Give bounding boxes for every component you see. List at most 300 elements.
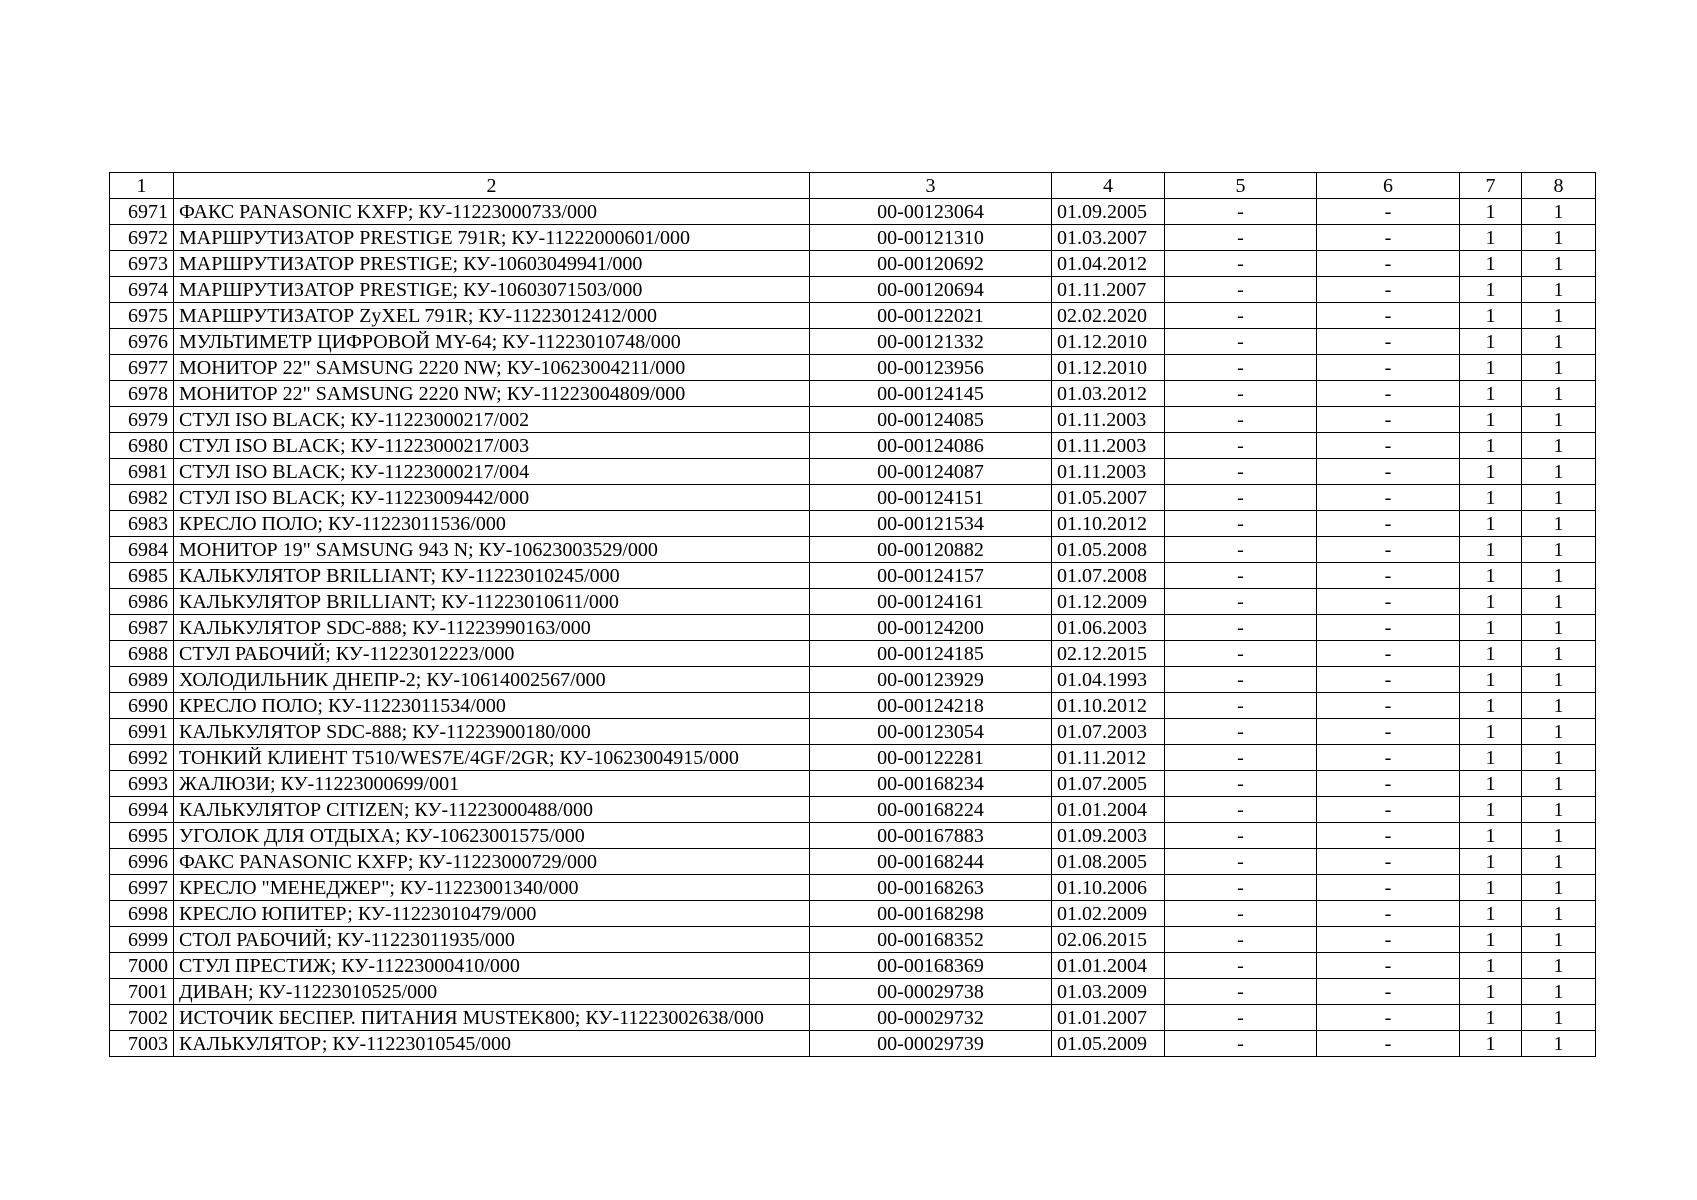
date-cell: 01.07.2005 — [1052, 771, 1165, 797]
inventory-code-cell: 00-00124086 — [810, 433, 1052, 459]
column-7-cell: 1 — [1460, 277, 1522, 303]
column-5-cell: - — [1165, 381, 1317, 407]
inventory-code-cell: 00-00167883 — [810, 823, 1052, 849]
table-row — [110, 433, 1596, 459]
column-5-cell: - — [1165, 355, 1317, 381]
header-row — [110, 173, 1596, 199]
column-header-2: 2 — [174, 173, 810, 199]
column-5-cell: - — [1165, 979, 1317, 1005]
column-5-cell: - — [1165, 823, 1317, 849]
date-cell: 01.11.2007 — [1052, 277, 1165, 303]
inventory-code-cell: 00-00122281 — [810, 745, 1052, 771]
date-cell: 01.09.2005 — [1052, 199, 1165, 225]
row-number-cell: 6988 — [110, 641, 174, 667]
column-6-cell: - — [1317, 303, 1460, 329]
table-row — [110, 641, 1596, 667]
column-header-1: 1 — [110, 173, 174, 199]
column-5-cell: - — [1165, 901, 1317, 927]
table-row — [110, 511, 1596, 537]
item-name-cell: КРЕСЛО "МЕНЕДЖЕР"; КУ-11223001340/000 — [174, 875, 810, 901]
row-number-cell: 7001 — [110, 979, 174, 1005]
column-8-cell: 1 — [1522, 277, 1596, 303]
item-name-cell: СТУЛ ISO BLACK; КУ-11223000217/004 — [174, 459, 810, 485]
column-5-cell: - — [1165, 225, 1317, 251]
inventory-code-cell: 00-00168298 — [810, 901, 1052, 927]
column-6-cell: - — [1317, 563, 1460, 589]
table-row — [110, 979, 1596, 1005]
row-number-cell: 7000 — [110, 953, 174, 979]
inventory-code-cell: 00-00121332 — [810, 329, 1052, 355]
column-6-cell: - — [1317, 823, 1460, 849]
column-7-cell: 1 — [1460, 641, 1522, 667]
column-8-cell: 1 — [1522, 589, 1596, 615]
item-name-cell: СТУЛ ISO BLACK; КУ-11223009442/000 — [174, 485, 810, 511]
column-5-cell: - — [1165, 199, 1317, 225]
row-number-cell: 6971 — [110, 199, 174, 225]
row-number-cell: 6989 — [110, 667, 174, 693]
row-number-cell: 7002 — [110, 1005, 174, 1031]
row-number-cell: 6977 — [110, 355, 174, 381]
item-name-cell: ИСТОЧИК БЕСПЕР. ПИТАНИЯ MUSTEK800; КУ-11223002638/000 — [174, 1005, 810, 1031]
column-8-cell: 1 — [1522, 615, 1596, 641]
column-5-cell: - — [1165, 693, 1317, 719]
inventory-code-cell: 00-00029732 — [810, 1005, 1052, 1031]
item-name-cell: ФАКС PANASONIC KXFP; КУ-11223000729/000 — [174, 849, 810, 875]
row-number-cell: 6987 — [110, 615, 174, 641]
column-6-cell: - — [1317, 1031, 1460, 1057]
column-7-cell: 1 — [1460, 667, 1522, 693]
column-8-cell: 1 — [1522, 199, 1596, 225]
column-5-cell: - — [1165, 667, 1317, 693]
column-6-cell: - — [1317, 589, 1460, 615]
column-6-cell: - — [1317, 537, 1460, 563]
column-5-cell: - — [1165, 511, 1317, 537]
column-6-cell: - — [1317, 797, 1460, 823]
item-name-cell: СТОЛ РАБОЧИЙ; КУ-11223011935/000 — [174, 927, 810, 953]
table-row — [110, 823, 1596, 849]
date-cell: 01.08.2005 — [1052, 849, 1165, 875]
table-row — [110, 1031, 1596, 1057]
column-6-cell: - — [1317, 329, 1460, 355]
row-number-cell: 6984 — [110, 537, 174, 563]
inventory-code-cell: 00-00124200 — [810, 615, 1052, 641]
column-8-cell: 1 — [1522, 823, 1596, 849]
column-8-cell: 1 — [1522, 1031, 1596, 1057]
date-cell: 01.10.2012 — [1052, 693, 1165, 719]
item-name-cell: КАЛЬКУЛЯТОР SDC-888; КУ-11223900180/000 — [174, 719, 810, 745]
column-7-cell: 1 — [1460, 771, 1522, 797]
row-number-cell: 6979 — [110, 407, 174, 433]
column-6-cell: - — [1317, 355, 1460, 381]
column-7-cell: 1 — [1460, 381, 1522, 407]
column-7-cell: 1 — [1460, 225, 1522, 251]
column-8-cell: 1 — [1522, 979, 1596, 1005]
row-number-cell: 6996 — [110, 849, 174, 875]
item-name-cell: КАЛЬКУЛЯТОР; КУ-11223010545/000 — [174, 1031, 810, 1057]
column-header-6: 6 — [1317, 173, 1460, 199]
column-7-cell: 1 — [1460, 329, 1522, 355]
column-5-cell: - — [1165, 485, 1317, 511]
table-row — [110, 407, 1596, 433]
item-name-cell: МОНИТОР 22" SAMSUNG 2220 NW; КУ-10623004211/000 — [174, 355, 810, 381]
table-row — [110, 563, 1596, 589]
column-6-cell: - — [1317, 615, 1460, 641]
row-number-cell: 6980 — [110, 433, 174, 459]
row-number-cell: 6994 — [110, 797, 174, 823]
table-row — [110, 225, 1596, 251]
table-body — [110, 199, 1596, 1057]
row-number-cell: 6990 — [110, 693, 174, 719]
item-name-cell: ДИВАН; КУ-11223010525/000 — [174, 979, 810, 1005]
item-name-cell: УГОЛОК ДЛЯ ОТДЫХА; КУ-10623001575/000 — [174, 823, 810, 849]
date-cell: 01.03.2007 — [1052, 225, 1165, 251]
column-7-cell: 1 — [1460, 979, 1522, 1005]
table-row — [110, 849, 1596, 875]
column-5-cell: - — [1165, 927, 1317, 953]
column-5-cell: - — [1165, 589, 1317, 615]
column-7-cell: 1 — [1460, 563, 1522, 589]
column-5-cell: - — [1165, 459, 1317, 485]
column-8-cell: 1 — [1522, 329, 1596, 355]
table-row — [110, 459, 1596, 485]
table-row — [110, 537, 1596, 563]
inventory-code-cell: 00-00124185 — [810, 641, 1052, 667]
column-6-cell: - — [1317, 277, 1460, 303]
date-cell: 01.02.2009 — [1052, 901, 1165, 927]
inventory-table — [109, 172, 1596, 1057]
item-name-cell: СТУЛ ISO BLACK; КУ-11223000217/003 — [174, 433, 810, 459]
inventory-code-cell: 00-00123929 — [810, 667, 1052, 693]
date-cell: 01.01.2004 — [1052, 953, 1165, 979]
column-7-cell: 1 — [1460, 615, 1522, 641]
row-number-cell: 6981 — [110, 459, 174, 485]
column-5-cell: - — [1165, 849, 1317, 875]
column-5-cell: - — [1165, 329, 1317, 355]
column-7-cell: 1 — [1460, 875, 1522, 901]
table-row — [110, 667, 1596, 693]
column-8-cell: 1 — [1522, 693, 1596, 719]
table-row — [110, 1005, 1596, 1031]
date-cell: 01.11.2003 — [1052, 433, 1165, 459]
column-7-cell: 1 — [1460, 1031, 1522, 1057]
row-number-cell: 6993 — [110, 771, 174, 797]
inventory-code-cell: 00-00124145 — [810, 381, 1052, 407]
column-7-cell: 1 — [1460, 953, 1522, 979]
table-row — [110, 771, 1596, 797]
column-7-cell: 1 — [1460, 433, 1522, 459]
row-number-cell: 6975 — [110, 303, 174, 329]
item-name-cell: МОНИТОР 22" SAMSUNG 2220 NW; КУ-11223004809/000 — [174, 381, 810, 407]
table-row — [110, 693, 1596, 719]
column-6-cell: - — [1317, 719, 1460, 745]
inventory-code-cell: 00-00124218 — [810, 693, 1052, 719]
date-cell: 01.11.2003 — [1052, 407, 1165, 433]
column-header-7: 7 — [1460, 173, 1522, 199]
column-8-cell: 1 — [1522, 381, 1596, 407]
column-8-cell: 1 — [1522, 745, 1596, 771]
column-5-cell: - — [1165, 745, 1317, 771]
column-7-cell: 1 — [1460, 693, 1522, 719]
row-number-cell: 6998 — [110, 901, 174, 927]
column-8-cell: 1 — [1522, 875, 1596, 901]
date-cell: 01.05.2008 — [1052, 537, 1165, 563]
column-7-cell: 1 — [1460, 485, 1522, 511]
table-row — [110, 875, 1596, 901]
column-6-cell: - — [1317, 875, 1460, 901]
inventory-code-cell: 00-00029739 — [810, 1031, 1052, 1057]
column-8-cell: 1 — [1522, 433, 1596, 459]
column-6-cell: - — [1317, 979, 1460, 1005]
row-number-cell: 6983 — [110, 511, 174, 537]
row-number-cell: 6982 — [110, 485, 174, 511]
column-5-cell: - — [1165, 875, 1317, 901]
table-row — [110, 329, 1596, 355]
inventory-code-cell: 00-00029738 — [810, 979, 1052, 1005]
inventory-code-cell: 00-00122021 — [810, 303, 1052, 329]
column-6-cell: - — [1317, 407, 1460, 433]
table-row — [110, 797, 1596, 823]
column-8-cell: 1 — [1522, 1005, 1596, 1031]
inventory-code-cell: 00-00120882 — [810, 537, 1052, 563]
column-5-cell: - — [1165, 797, 1317, 823]
table-row — [110, 277, 1596, 303]
item-name-cell: ФАКС PANASONIC KXFP; КУ-11223000733/000 — [174, 199, 810, 225]
column-8-cell: 1 — [1522, 251, 1596, 277]
column-5-cell: - — [1165, 615, 1317, 641]
column-5-cell: - — [1165, 1031, 1317, 1057]
column-8-cell: 1 — [1522, 225, 1596, 251]
column-7-cell: 1 — [1460, 199, 1522, 225]
row-number-cell: 6999 — [110, 927, 174, 953]
item-name-cell: МОНИТОР 19" SAMSUNG 943 N; КУ-10623003529/000 — [174, 537, 810, 563]
item-name-cell: КРЕСЛО ЮПИТЕР; КУ-11223010479/000 — [174, 901, 810, 927]
inventory-code-cell: 00-00123054 — [810, 719, 1052, 745]
column-7-cell: 1 — [1460, 459, 1522, 485]
column-7-cell: 1 — [1460, 589, 1522, 615]
inventory-code-cell: 00-00120694 — [810, 277, 1052, 303]
row-number-cell: 6995 — [110, 823, 174, 849]
column-5-cell: - — [1165, 537, 1317, 563]
column-6-cell: - — [1317, 251, 1460, 277]
row-number-cell: 6991 — [110, 719, 174, 745]
column-8-cell: 1 — [1522, 771, 1596, 797]
table-row — [110, 303, 1596, 329]
column-8-cell: 1 — [1522, 641, 1596, 667]
item-name-cell: СТУЛ ISO BLACK; КУ-11223000217/002 — [174, 407, 810, 433]
item-name-cell: СТУЛ ПРЕСТИЖ; КУ-11223000410/000 — [174, 953, 810, 979]
date-cell: 01.04.2012 — [1052, 251, 1165, 277]
row-number-cell: 6974 — [110, 277, 174, 303]
column-7-cell: 1 — [1460, 745, 1522, 771]
item-name-cell: СТУЛ РАБОЧИЙ; КУ-11223012223/000 — [174, 641, 810, 667]
inventory-code-cell: 00-00120692 — [810, 251, 1052, 277]
table-row — [110, 381, 1596, 407]
column-7-cell: 1 — [1460, 719, 1522, 745]
column-6-cell: - — [1317, 641, 1460, 667]
date-cell: 01.03.2009 — [1052, 979, 1165, 1005]
column-5-cell: - — [1165, 641, 1317, 667]
column-7-cell: 1 — [1460, 927, 1522, 953]
column-7-cell: 1 — [1460, 251, 1522, 277]
column-8-cell: 1 — [1522, 901, 1596, 927]
row-number-cell: 6997 — [110, 875, 174, 901]
date-cell: 01.10.2006 — [1052, 875, 1165, 901]
column-header-8: 8 — [1522, 173, 1596, 199]
date-cell: 01.09.2003 — [1052, 823, 1165, 849]
column-6-cell: - — [1317, 667, 1460, 693]
column-7-cell: 1 — [1460, 303, 1522, 329]
inventory-code-cell: 00-00123956 — [810, 355, 1052, 381]
column-6-cell: - — [1317, 381, 1460, 407]
inventory-code-cell: 00-00124087 — [810, 459, 1052, 485]
date-cell: 01.06.2003 — [1052, 615, 1165, 641]
inventory-code-cell: 00-00124085 — [810, 407, 1052, 433]
column-7-cell: 1 — [1460, 537, 1522, 563]
column-7-cell: 1 — [1460, 797, 1522, 823]
column-5-cell: - — [1165, 251, 1317, 277]
column-8-cell: 1 — [1522, 485, 1596, 511]
inventory-code-cell: 00-00168244 — [810, 849, 1052, 875]
column-7-cell: 1 — [1460, 1005, 1522, 1031]
column-8-cell: 1 — [1522, 407, 1596, 433]
column-8-cell: 1 — [1522, 953, 1596, 979]
column-8-cell: 1 — [1522, 563, 1596, 589]
column-8-cell: 1 — [1522, 849, 1596, 875]
column-6-cell: - — [1317, 459, 1460, 485]
date-cell: 01.05.2007 — [1052, 485, 1165, 511]
item-name-cell: МАРШРУТИЗАТОР PRESTIGE; КУ-10603071503/000 — [174, 277, 810, 303]
table-row — [110, 719, 1596, 745]
date-cell: 01.01.2004 — [1052, 797, 1165, 823]
item-name-cell: КАЛЬКУЛЯТОР SDC-888; КУ-11223990163/000 — [174, 615, 810, 641]
inventory-code-cell: 00-00168224 — [810, 797, 1052, 823]
column-8-cell: 1 — [1522, 355, 1596, 381]
table-row — [110, 745, 1596, 771]
date-cell: 01.12.2010 — [1052, 355, 1165, 381]
date-cell: 02.12.2015 — [1052, 641, 1165, 667]
row-number-cell: 6972 — [110, 225, 174, 251]
column-6-cell: - — [1317, 771, 1460, 797]
row-number-cell: 7003 — [110, 1031, 174, 1057]
date-cell: 01.03.2012 — [1052, 381, 1165, 407]
date-cell: 01.04.1993 — [1052, 667, 1165, 693]
column-7-cell: 1 — [1460, 901, 1522, 927]
column-8-cell: 1 — [1522, 511, 1596, 537]
column-6-cell: - — [1317, 199, 1460, 225]
column-5-cell: - — [1165, 771, 1317, 797]
column-6-cell: - — [1317, 927, 1460, 953]
column-header-4: 4 — [1052, 173, 1165, 199]
date-cell: 02.06.2015 — [1052, 927, 1165, 953]
table-row — [110, 355, 1596, 381]
column-8-cell: 1 — [1522, 927, 1596, 953]
date-cell: 01.05.2009 — [1052, 1031, 1165, 1057]
column-8-cell: 1 — [1522, 459, 1596, 485]
column-header-3: 3 — [810, 173, 1052, 199]
column-8-cell: 1 — [1522, 303, 1596, 329]
date-cell: 01.10.2012 — [1052, 511, 1165, 537]
column-8-cell: 1 — [1522, 797, 1596, 823]
inventory-code-cell: 00-00168352 — [810, 927, 1052, 953]
column-5-cell: - — [1165, 277, 1317, 303]
column-header-5: 5 — [1165, 173, 1317, 199]
inventory-code-cell: 00-00168234 — [810, 771, 1052, 797]
inventory-code-cell: 00-00124161 — [810, 589, 1052, 615]
date-cell: 01.12.2010 — [1052, 329, 1165, 355]
column-5-cell: - — [1165, 953, 1317, 979]
row-number-cell: 6973 — [110, 251, 174, 277]
table-row — [110, 251, 1596, 277]
row-number-cell: 6985 — [110, 563, 174, 589]
column-7-cell: 1 — [1460, 407, 1522, 433]
table-row — [110, 901, 1596, 927]
date-cell: 01.11.2003 — [1052, 459, 1165, 485]
table-row — [110, 927, 1596, 953]
column-8-cell: 1 — [1522, 719, 1596, 745]
table-row — [110, 615, 1596, 641]
item-name-cell: ТОНКИЙ КЛИЕНТ T510/WES7E/4GF/2GR; КУ-10623004915/000 — [174, 745, 810, 771]
column-6-cell: - — [1317, 745, 1460, 771]
date-cell: 01.07.2008 — [1052, 563, 1165, 589]
column-6-cell: - — [1317, 849, 1460, 875]
column-6-cell: - — [1317, 953, 1460, 979]
inventory-code-cell: 00-00121310 — [810, 225, 1052, 251]
column-5-cell: - — [1165, 1005, 1317, 1031]
item-name-cell: ЖАЛЮЗИ; КУ-11223000699/001 — [174, 771, 810, 797]
column-6-cell: - — [1317, 225, 1460, 251]
column-5-cell: - — [1165, 719, 1317, 745]
inventory-code-cell: 00-00168369 — [810, 953, 1052, 979]
inventory-code-cell: 00-00124157 — [810, 563, 1052, 589]
column-5-cell: - — [1165, 433, 1317, 459]
date-cell: 01.01.2007 — [1052, 1005, 1165, 1031]
date-cell: 02.02.2020 — [1052, 303, 1165, 329]
row-number-cell: 6976 — [110, 329, 174, 355]
item-name-cell: МУЛЬТИМЕТР ЦИФРОВОЙ MY-64; КУ-11223010748/000 — [174, 329, 810, 355]
column-6-cell: - — [1317, 485, 1460, 511]
row-number-cell: 6978 — [110, 381, 174, 407]
column-6-cell: - — [1317, 1005, 1460, 1031]
item-name-cell: КАЛЬКУЛЯТОР BRILLIANT; КУ-11223010245/000 — [174, 563, 810, 589]
column-7-cell: 1 — [1460, 823, 1522, 849]
column-7-cell: 1 — [1460, 355, 1522, 381]
item-name-cell: КРЕСЛО ПОЛО; КУ-11223011536/000 — [174, 511, 810, 537]
date-cell: 01.11.2012 — [1052, 745, 1165, 771]
column-6-cell: - — [1317, 433, 1460, 459]
row-number-cell: 6986 — [110, 589, 174, 615]
item-name-cell: ХОЛОДИЛЬНИК ДНЕПР-2; КУ-10614002567/000 — [174, 667, 810, 693]
column-5-cell: - — [1165, 563, 1317, 589]
table-row — [110, 589, 1596, 615]
table-row — [110, 953, 1596, 979]
item-name-cell: МАРШРУТИЗАТОР PRESTIGE 791R; КУ-11222000601/000 — [174, 225, 810, 251]
item-name-cell: КРЕСЛО ПОЛО; КУ-11223011534/000 — [174, 693, 810, 719]
column-7-cell: 1 — [1460, 849, 1522, 875]
table-row — [110, 485, 1596, 511]
item-name-cell: МАРШРУТИЗАТОР PRESTIGE; КУ-10603049941/000 — [174, 251, 810, 277]
column-6-cell: - — [1317, 693, 1460, 719]
column-6-cell: - — [1317, 901, 1460, 927]
inventory-code-cell: 00-00121534 — [810, 511, 1052, 537]
column-5-cell: - — [1165, 407, 1317, 433]
date-cell: 01.12.2009 — [1052, 589, 1165, 615]
column-6-cell: - — [1317, 511, 1460, 537]
item-name-cell: КАЛЬКУЛЯТОР BRILLIANT; КУ-11223010611/000 — [174, 589, 810, 615]
column-5-cell: - — [1165, 303, 1317, 329]
table-row — [110, 199, 1596, 225]
column-8-cell: 1 — [1522, 667, 1596, 693]
item-name-cell: МАРШРУТИЗАТОР ZyXEL 791R; КУ-11223012412/000 — [174, 303, 810, 329]
